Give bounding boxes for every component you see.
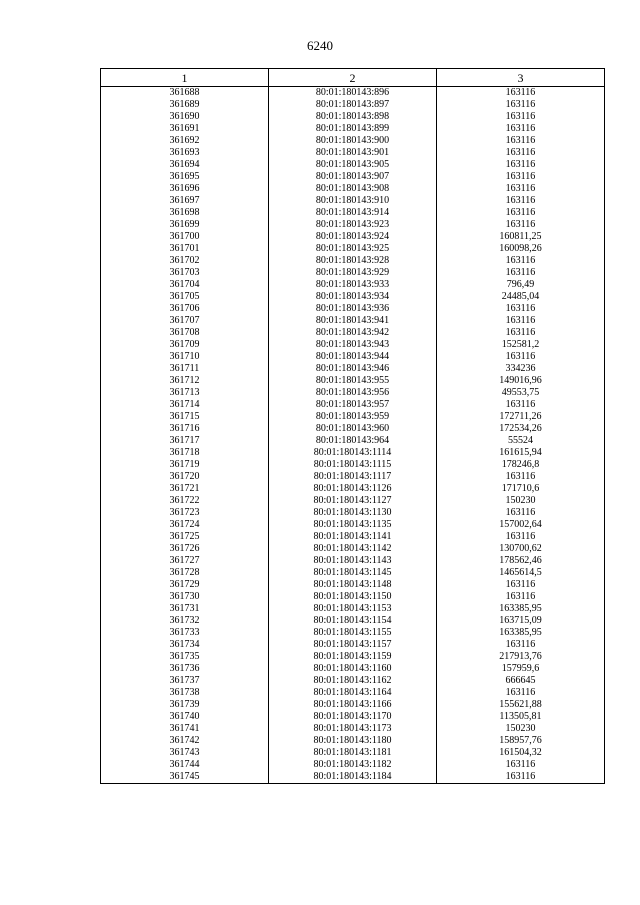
table-row [101,303,605,315]
row-number-cell: 361696 [101,183,269,195]
cadastral-number-cell: 80:01:180143:924 [269,231,437,243]
cadastral-number-cell: 80:01:180143:1143 [269,555,437,567]
cadastral-number-cell: 80:01:180143:1114 [269,447,437,459]
column-header-2: 2 [269,69,437,87]
table-row [101,723,605,735]
table-row [101,615,605,627]
table-row [101,579,605,591]
table-row [101,423,605,435]
row-number-cell: 361729 [101,579,269,591]
row-number-cell: 361693 [101,147,269,159]
value-cell: 163116 [437,687,605,699]
value-cell: 163116 [437,399,605,411]
value-cell: 163715,09 [437,615,605,627]
cadastral-number-cell: 80:01:180143:908 [269,183,437,195]
value-cell: 163116 [437,639,605,651]
value-cell: 163116 [437,147,605,159]
cadastral-number-cell: 80:01:180143:942 [269,327,437,339]
row-number-cell: 361734 [101,639,269,651]
value-cell: 178246,8 [437,459,605,471]
cadastral-number-cell: 80:01:180143:929 [269,267,437,279]
table-row [101,327,605,339]
row-number-cell: 361701 [101,243,269,255]
value-cell: 150230 [437,495,605,507]
row-number-cell: 361690 [101,111,269,123]
table-row [101,639,605,651]
cadastral-number-cell: 80:01:180143:960 [269,423,437,435]
cadastral-number-cell: 80:01:180143:1148 [269,579,437,591]
row-number-cell: 361730 [101,591,269,603]
cadastral-number-cell: 80:01:180143:914 [269,207,437,219]
cadastral-number-cell: 80:01:180143:1145 [269,567,437,579]
cadastral-number-cell: 80:01:180143:1155 [269,627,437,639]
table-row [101,471,605,483]
row-number-cell: 361726 [101,543,269,555]
table-row [101,411,605,423]
cadastral-number-cell: 80:01:180143:957 [269,399,437,411]
table-row [101,183,605,195]
table-row [101,543,605,555]
value-cell: 163116 [437,219,605,231]
cadastral-number-cell: 80:01:180143:1154 [269,615,437,627]
column-header-1: 1 [101,69,269,87]
table-row [101,207,605,219]
cadastral-number-cell: 80:01:180143:1142 [269,543,437,555]
row-number-cell: 361723 [101,507,269,519]
row-number-cell: 361720 [101,471,269,483]
cadastral-number-cell: 80:01:180143:933 [269,279,437,291]
row-number-cell: 361733 [101,627,269,639]
value-cell: 163116 [437,111,605,123]
cadastral-number-cell: 80:01:180143:959 [269,411,437,423]
cadastral-number-cell: 80:01:180143:900 [269,135,437,147]
row-number-cell: 361743 [101,747,269,759]
value-cell: 163116 [437,159,605,171]
row-number-cell: 361741 [101,723,269,735]
cadastral-number-cell: 80:01:180143:1182 [269,759,437,771]
row-number-cell: 361717 [101,435,269,447]
cadastral-number-cell: 80:01:180143:901 [269,147,437,159]
row-number-cell: 361707 [101,315,269,327]
table-row [101,147,605,159]
table-row [101,363,605,375]
cadastral-number-cell: 80:01:180143:928 [269,255,437,267]
table-row [101,231,605,243]
value-cell: 55524 [437,435,605,447]
value-cell: 163116 [437,303,605,315]
data-table [100,68,605,784]
cadastral-number-cell: 80:01:180143:955 [269,375,437,387]
row-number-cell: 361713 [101,387,269,399]
cadastral-number-cell: 80:01:180143:1141 [269,531,437,543]
row-number-cell: 361714 [101,399,269,411]
value-cell: 149016,96 [437,375,605,387]
value-cell: 163116 [437,207,605,219]
value-cell: 171710,6 [437,483,605,495]
cadastral-number-cell: 80:01:180143:941 [269,315,437,327]
table-row [101,495,605,507]
table-row [101,111,605,123]
cadastral-number-cell: 80:01:180143:943 [269,339,437,351]
value-cell: 334236 [437,363,605,375]
cadastral-number-cell: 80:01:180143:1153 [269,603,437,615]
table-row [101,711,605,723]
table-row [101,507,605,519]
cadastral-number-cell: 80:01:180143:1184 [269,771,437,784]
cadastral-number-cell: 80:01:180143:896 [269,87,437,100]
cadastral-number-cell: 80:01:180143:1170 [269,711,437,723]
row-number-cell: 361694 [101,159,269,171]
row-number-cell: 361716 [101,423,269,435]
value-cell: 163116 [437,315,605,327]
cadastral-number-cell: 80:01:180143:1162 [269,675,437,687]
value-cell: 163116 [437,123,605,135]
table-row [101,435,605,447]
table-row [101,675,605,687]
table-row [101,219,605,231]
table-row [101,687,605,699]
table-row [101,651,605,663]
row-number-cell: 361724 [101,519,269,531]
value-cell: 172534,26 [437,423,605,435]
table-row [101,351,605,363]
table-body [101,87,605,784]
value-cell: 163116 [437,471,605,483]
table-row [101,171,605,183]
row-number-cell: 361706 [101,303,269,315]
row-number-cell: 361708 [101,327,269,339]
row-number-cell: 361715 [101,411,269,423]
table-row [101,339,605,351]
table-header [101,69,605,87]
cadastral-number-cell: 80:01:180143:956 [269,387,437,399]
cadastral-number-cell: 80:01:180143:944 [269,351,437,363]
value-cell: 163116 [437,255,605,267]
cadastral-number-cell: 80:01:180143:964 [269,435,437,447]
row-number-cell: 361744 [101,759,269,771]
value-cell: 163116 [437,171,605,183]
table-row [101,603,605,615]
row-number-cell: 361697 [101,195,269,207]
value-cell: 163116 [437,327,605,339]
value-cell: 163116 [437,195,605,207]
table-row [101,699,605,711]
row-number-cell: 361721 [101,483,269,495]
row-number-cell: 361718 [101,447,269,459]
table-row [101,135,605,147]
value-cell: 796,49 [437,279,605,291]
table-row [101,519,605,531]
row-number-cell: 361739 [101,699,269,711]
value-cell: 1465614,5 [437,567,605,579]
cadastral-number-cell: 80:01:180143:899 [269,123,437,135]
cadastral-number-cell: 80:01:180143:1164 [269,687,437,699]
cadastral-number-cell: 80:01:180143:934 [269,291,437,303]
value-cell: 163116 [437,183,605,195]
value-cell: 161615,94 [437,447,605,459]
table-row [101,627,605,639]
cadastral-number-cell: 80:01:180143:1181 [269,747,437,759]
table-row [101,531,605,543]
row-number-cell: 361722 [101,495,269,507]
value-cell: 163116 [437,579,605,591]
table-row [101,771,605,784]
row-number-cell: 361695 [101,171,269,183]
table-row [101,447,605,459]
header-row [101,69,605,87]
cadastral-number-cell: 80:01:180143:910 [269,195,437,207]
value-cell: 155621,88 [437,699,605,711]
cadastral-number-cell: 80:01:180143:925 [269,243,437,255]
table-row [101,591,605,603]
table-row [101,315,605,327]
row-number-cell: 361725 [101,531,269,543]
cadastral-number-cell: 80:01:180143:1127 [269,495,437,507]
value-cell: 163116 [437,507,605,519]
value-cell: 172711,26 [437,411,605,423]
table-row [101,747,605,759]
table-row [101,483,605,495]
value-cell: 49553,75 [437,387,605,399]
value-cell: 152581,2 [437,339,605,351]
table-row [101,567,605,579]
value-cell: 163385,95 [437,627,605,639]
cadastral-number-cell: 80:01:180143:898 [269,111,437,123]
value-cell: 666645 [437,675,605,687]
value-cell: 163116 [437,771,605,784]
row-number-cell: 361735 [101,651,269,663]
row-number-cell: 361702 [101,255,269,267]
cadastral-number-cell: 80:01:180143:1130 [269,507,437,519]
row-number-cell: 361711 [101,363,269,375]
cadastral-number-cell: 80:01:180143:936 [269,303,437,315]
cadastral-number-cell: 80:01:180143:1135 [269,519,437,531]
table-row [101,267,605,279]
page-number: 6240 [307,38,333,53]
row-number-cell: 361692 [101,135,269,147]
value-cell: 217913,76 [437,651,605,663]
table-row [101,555,605,567]
value-cell: 113505,81 [437,711,605,723]
cadastral-number-cell: 80:01:180143:1115 [269,459,437,471]
cadastral-number-cell: 80:01:180143:1157 [269,639,437,651]
cadastral-number-cell: 80:01:180143:923 [269,219,437,231]
value-cell: 160098,26 [437,243,605,255]
table-row [101,759,605,771]
cadastral-number-cell: 80:01:180143:1166 [269,699,437,711]
row-number-cell: 361742 [101,735,269,747]
row-number-cell: 361704 [101,279,269,291]
row-number-cell: 361738 [101,687,269,699]
row-number-cell: 361698 [101,207,269,219]
value-cell: 158957,76 [437,735,605,747]
table-row [101,291,605,303]
row-number-cell: 361691 [101,123,269,135]
cadastral-number-cell: 80:01:180143:1173 [269,723,437,735]
row-number-cell: 361709 [101,339,269,351]
table-row [101,195,605,207]
row-number-cell: 361736 [101,663,269,675]
table-row [101,279,605,291]
table-row [101,399,605,411]
row-number-cell: 361727 [101,555,269,567]
row-number-cell: 361705 [101,291,269,303]
cadastral-number-cell: 80:01:180143:1117 [269,471,437,483]
row-number-cell: 361710 [101,351,269,363]
cadastral-number-cell: 80:01:180143:1180 [269,735,437,747]
column-header-3: 3 [437,69,605,87]
cadastral-number-cell: 80:01:180143:946 [269,363,437,375]
table-row [101,663,605,675]
row-number-cell: 361689 [101,99,269,111]
cadastral-number-cell: 80:01:180143:897 [269,99,437,111]
row-number-cell: 361699 [101,219,269,231]
table-row [101,255,605,267]
table-row [101,99,605,111]
cadastral-number-cell: 80:01:180143:1150 [269,591,437,603]
value-cell: 161504,32 [437,747,605,759]
table-row [101,735,605,747]
table-row [101,375,605,387]
row-number-cell: 361728 [101,567,269,579]
value-cell: 163116 [437,591,605,603]
cadastral-number-cell: 80:01:180143:907 [269,171,437,183]
value-cell: 163116 [437,135,605,147]
value-cell: 157002,64 [437,519,605,531]
value-cell: 178562,46 [437,555,605,567]
row-number-cell: 361719 [101,459,269,471]
value-cell: 163116 [437,759,605,771]
value-cell: 163116 [437,87,605,100]
row-number-cell: 361737 [101,675,269,687]
row-number-cell: 361703 [101,267,269,279]
table-row [101,459,605,471]
value-cell: 163116 [437,99,605,111]
value-cell: 163385,95 [437,603,605,615]
row-number-cell: 361731 [101,603,269,615]
cadastral-number-cell: 80:01:180143:1160 [269,663,437,675]
row-number-cell: 361700 [101,231,269,243]
value-cell: 163116 [437,531,605,543]
value-cell: 163116 [437,351,605,363]
row-number-cell: 361712 [101,375,269,387]
cadastral-number-cell: 80:01:180143:905 [269,159,437,171]
value-cell: 160811,25 [437,231,605,243]
value-cell: 24485,04 [437,291,605,303]
table-row [101,87,605,100]
table-row [101,123,605,135]
table-row [101,159,605,171]
row-number-cell: 361732 [101,615,269,627]
row-number-cell: 361745 [101,771,269,784]
row-number-cell: 361740 [101,711,269,723]
table-row [101,387,605,399]
cadastral-number-cell: 80:01:180143:1126 [269,483,437,495]
value-cell: 157959,6 [437,663,605,675]
value-cell: 163116 [437,267,605,279]
value-cell: 150230 [437,723,605,735]
cadastral-number-cell: 80:01:180143:1159 [269,651,437,663]
value-cell: 130700,62 [437,543,605,555]
table-row [101,243,605,255]
row-number-cell: 361688 [101,87,269,100]
